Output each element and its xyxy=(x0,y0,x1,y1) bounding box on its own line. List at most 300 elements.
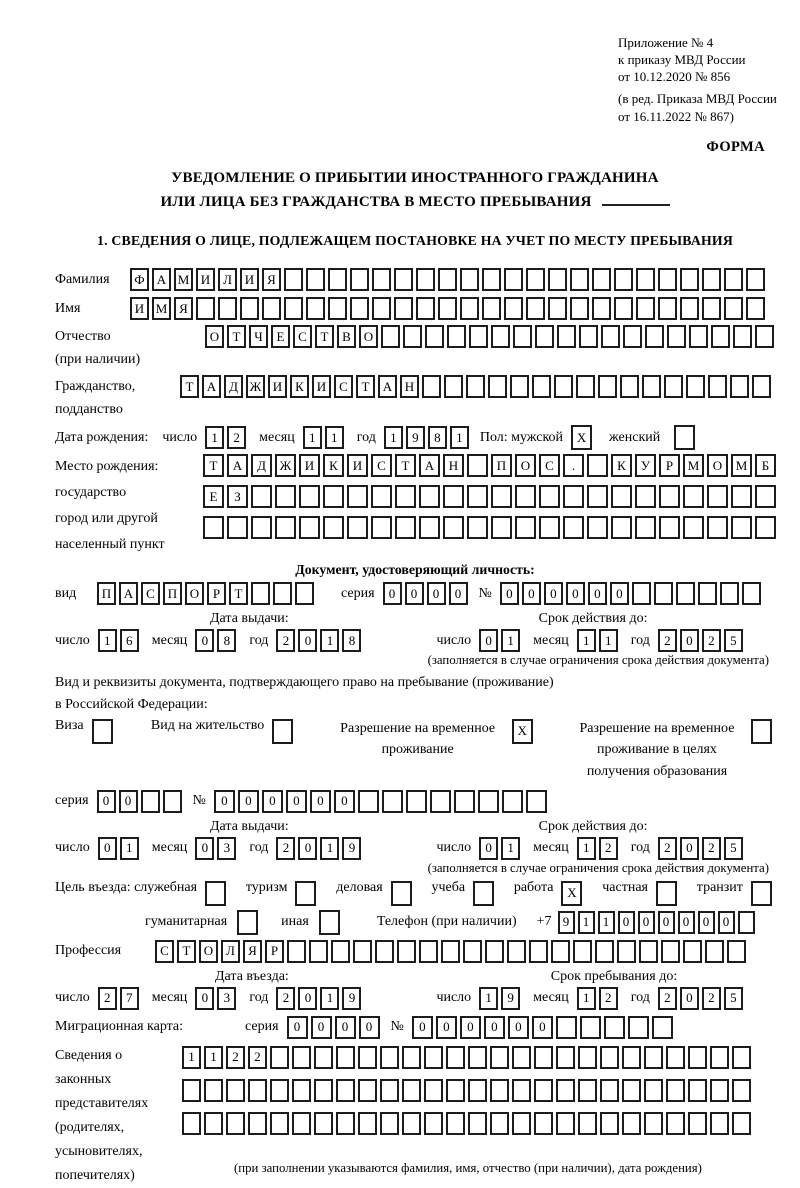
char-box[interactable] xyxy=(644,1112,663,1135)
char-box[interactable]: А xyxy=(378,375,397,398)
char-box[interactable]: 0 xyxy=(405,582,424,605)
char-box[interactable]: 1 xyxy=(320,837,339,860)
char-box[interactable]: 0 xyxy=(383,582,402,605)
char-box[interactable]: 1 xyxy=(303,426,322,449)
char-box[interactable] xyxy=(295,582,314,605)
char-box[interactable] xyxy=(732,1112,751,1135)
char-box[interactable]: 0 xyxy=(449,582,468,605)
char-box[interactable] xyxy=(416,268,435,291)
char-box[interactable] xyxy=(526,297,545,320)
char-box[interactable]: 0 xyxy=(334,790,355,813)
char-box[interactable] xyxy=(578,1079,597,1102)
char-box[interactable]: 0 xyxy=(698,911,715,934)
char-box[interactable] xyxy=(601,325,620,348)
char-box[interactable] xyxy=(689,325,708,348)
char-box[interactable]: А xyxy=(227,454,248,477)
char-box[interactable] xyxy=(443,485,464,508)
char-box[interactable] xyxy=(491,485,512,508)
char-box[interactable] xyxy=(196,297,215,320)
char-box[interactable] xyxy=(467,485,488,508)
char-box[interactable] xyxy=(727,940,746,963)
char-box[interactable] xyxy=(710,1112,729,1135)
char-box[interactable]: Ж xyxy=(275,454,296,477)
char-box[interactable]: М xyxy=(683,454,704,477)
char-box[interactable]: 8 xyxy=(342,629,361,652)
char-box[interactable] xyxy=(600,1079,619,1102)
char-box[interactable] xyxy=(535,325,554,348)
char-box[interactable]: 0 xyxy=(298,629,317,652)
char-box[interactable]: Т xyxy=(177,940,196,963)
char-box[interactable]: 2 xyxy=(248,1046,267,1069)
char-box[interactable] xyxy=(469,325,488,348)
char-box[interactable]: 1 xyxy=(205,426,224,449)
char-box[interactable] xyxy=(226,1079,245,1102)
char-box[interactable]: Н xyxy=(443,454,464,477)
char-box[interactable] xyxy=(680,297,699,320)
char-box[interactable] xyxy=(275,516,296,539)
char-box[interactable] xyxy=(707,516,728,539)
char-box[interactable]: Ч xyxy=(249,325,268,348)
char-box[interactable] xyxy=(347,516,368,539)
char-box[interactable] xyxy=(381,325,400,348)
char-box[interactable] xyxy=(512,1112,531,1135)
char-box[interactable] xyxy=(504,268,523,291)
char-box[interactable] xyxy=(611,485,632,508)
char-box[interactable] xyxy=(688,1079,707,1102)
char-box[interactable] xyxy=(251,516,272,539)
char-box[interactable] xyxy=(556,1046,575,1069)
char-box[interactable] xyxy=(372,297,391,320)
char-box[interactable] xyxy=(331,940,350,963)
char-box[interactable]: 0 xyxy=(311,1016,332,1039)
char-box[interactable] xyxy=(306,268,325,291)
char-box[interactable]: 0 xyxy=(532,1016,553,1039)
char-box[interactable]: 5 xyxy=(724,629,743,652)
char-box[interactable] xyxy=(738,911,755,934)
checkbox-cell[interactable] xyxy=(205,881,226,906)
char-box[interactable]: 0 xyxy=(508,1016,529,1039)
char-box[interactable] xyxy=(755,485,776,508)
char-box[interactable] xyxy=(466,375,485,398)
char-box[interactable] xyxy=(592,268,611,291)
char-box[interactable]: 1 xyxy=(577,987,596,1010)
checkbox-cell[interactable] xyxy=(295,881,316,906)
char-box[interactable]: Т xyxy=(356,375,375,398)
char-box[interactable]: П xyxy=(97,582,116,605)
char-box[interactable]: 0 xyxy=(286,790,307,813)
char-box[interactable]: Т xyxy=(395,454,416,477)
checkbox-cell[interactable] xyxy=(272,719,293,744)
char-box[interactable] xyxy=(724,268,743,291)
char-box[interactable] xyxy=(659,485,680,508)
char-box[interactable]: 0 xyxy=(298,987,317,1010)
char-box[interactable] xyxy=(275,485,296,508)
char-box[interactable] xyxy=(314,1046,333,1069)
char-box[interactable] xyxy=(395,516,416,539)
char-box[interactable] xyxy=(614,268,633,291)
char-box[interactable]: 0 xyxy=(195,837,214,860)
char-box[interactable] xyxy=(658,268,677,291)
char-box[interactable] xyxy=(380,1046,399,1069)
char-box[interactable] xyxy=(447,325,466,348)
char-box[interactable] xyxy=(686,375,705,398)
char-box[interactable] xyxy=(287,940,306,963)
char-box[interactable]: К xyxy=(290,375,309,398)
char-box[interactable] xyxy=(430,790,451,813)
char-box[interactable] xyxy=(350,297,369,320)
char-box[interactable]: 2 xyxy=(276,987,295,1010)
char-box[interactable] xyxy=(507,940,526,963)
char-box[interactable] xyxy=(444,375,463,398)
char-box[interactable] xyxy=(353,940,372,963)
char-box[interactable]: 2 xyxy=(702,629,721,652)
char-box[interactable] xyxy=(347,485,368,508)
char-box[interactable]: 2 xyxy=(599,987,618,1010)
char-box[interactable]: 0 xyxy=(610,582,629,605)
char-box[interactable] xyxy=(644,1046,663,1069)
char-box[interactable] xyxy=(446,1046,465,1069)
char-box[interactable] xyxy=(576,375,595,398)
char-box[interactable] xyxy=(504,297,523,320)
char-box[interactable] xyxy=(620,375,639,398)
char-box[interactable]: 1 xyxy=(577,629,596,652)
char-box[interactable]: . xyxy=(563,454,584,477)
char-box[interactable] xyxy=(467,454,488,477)
char-box[interactable] xyxy=(600,1112,619,1135)
char-box[interactable] xyxy=(688,1112,707,1135)
char-box[interactable]: О xyxy=(515,454,536,477)
char-box[interactable]: 9 xyxy=(342,837,361,860)
char-box[interactable] xyxy=(284,297,303,320)
char-box[interactable]: Я xyxy=(262,268,281,291)
char-box[interactable] xyxy=(336,1046,355,1069)
char-box[interactable] xyxy=(424,1079,443,1102)
checkbox-cell[interactable] xyxy=(473,881,494,906)
char-box[interactable] xyxy=(419,940,438,963)
char-box[interactable] xyxy=(218,297,237,320)
char-box[interactable] xyxy=(532,375,551,398)
char-box[interactable] xyxy=(416,297,435,320)
char-box[interactable]: А xyxy=(419,454,440,477)
char-box[interactable] xyxy=(587,516,608,539)
char-box[interactable]: 8 xyxy=(428,426,447,449)
char-box[interactable]: И xyxy=(130,297,149,320)
char-box[interactable]: 0 xyxy=(335,1016,356,1039)
char-box[interactable]: 0 xyxy=(119,790,138,813)
char-box[interactable] xyxy=(284,268,303,291)
char-box[interactable] xyxy=(683,485,704,508)
char-box[interactable]: 2 xyxy=(702,987,721,1010)
char-box[interactable]: 9 xyxy=(406,426,425,449)
char-box[interactable]: Н xyxy=(400,375,419,398)
checkbox-cell[interactable] xyxy=(92,719,113,744)
char-box[interactable]: 5 xyxy=(724,987,743,1010)
char-box[interactable]: Ж xyxy=(246,375,265,398)
char-box[interactable]: 0 xyxy=(522,582,541,605)
char-box[interactable]: 1 xyxy=(501,629,520,652)
char-box[interactable]: У xyxy=(635,454,656,477)
char-box[interactable] xyxy=(299,516,320,539)
char-box[interactable] xyxy=(534,1112,553,1135)
char-box[interactable] xyxy=(336,1079,355,1102)
char-box[interactable]: П xyxy=(163,582,182,605)
char-box[interactable] xyxy=(652,1016,673,1039)
checkbox-cell[interactable] xyxy=(391,881,412,906)
char-box[interactable] xyxy=(397,940,416,963)
char-box[interactable]: Д xyxy=(224,375,243,398)
char-box[interactable]: О xyxy=(359,325,378,348)
char-box[interactable] xyxy=(419,485,440,508)
char-box[interactable]: Д xyxy=(251,454,272,477)
char-box[interactable] xyxy=(314,1079,333,1102)
char-box[interactable]: С xyxy=(334,375,353,398)
char-box[interactable] xyxy=(563,485,584,508)
char-box[interactable] xyxy=(548,297,567,320)
char-box[interactable] xyxy=(515,485,536,508)
char-box[interactable]: Б xyxy=(755,454,776,477)
char-box[interactable] xyxy=(587,485,608,508)
char-box[interactable]: Т xyxy=(227,325,246,348)
char-box[interactable] xyxy=(204,1112,223,1135)
char-box[interactable] xyxy=(402,1046,421,1069)
char-box[interactable]: 1 xyxy=(599,629,618,652)
char-box[interactable] xyxy=(490,1046,509,1069)
char-box[interactable]: Е xyxy=(203,485,224,508)
char-box[interactable]: Т xyxy=(229,582,248,605)
char-box[interactable]: 0 xyxy=(680,837,699,860)
char-box[interactable]: М xyxy=(731,454,752,477)
char-box[interactable] xyxy=(425,325,444,348)
char-box[interactable] xyxy=(248,1112,267,1135)
char-box[interactable]: 1 xyxy=(479,987,498,1010)
char-box[interactable] xyxy=(733,325,752,348)
char-box[interactable] xyxy=(622,1112,641,1135)
char-box[interactable] xyxy=(292,1046,311,1069)
char-box[interactable] xyxy=(710,1046,729,1069)
char-box[interactable]: С xyxy=(141,582,160,605)
char-box[interactable] xyxy=(446,1079,465,1102)
char-box[interactable] xyxy=(732,1046,751,1069)
checkbox-cell[interactable] xyxy=(751,881,772,906)
char-box[interactable] xyxy=(491,516,512,539)
char-box[interactable] xyxy=(724,297,743,320)
char-box[interactable]: 1 xyxy=(325,426,344,449)
char-box[interactable] xyxy=(702,297,721,320)
char-box[interactable] xyxy=(510,375,529,398)
char-box[interactable] xyxy=(182,1112,201,1135)
char-box[interactable]: 0 xyxy=(195,629,214,652)
char-box[interactable]: 1 xyxy=(598,911,615,934)
char-box[interactable] xyxy=(403,325,422,348)
char-box[interactable] xyxy=(563,516,584,539)
char-box[interactable] xyxy=(534,1046,553,1069)
char-box[interactable] xyxy=(468,1112,487,1135)
char-box[interactable] xyxy=(755,516,776,539)
char-box[interactable]: И xyxy=(268,375,287,398)
char-box[interactable] xyxy=(394,297,413,320)
char-box[interactable]: 0 xyxy=(638,911,655,934)
char-box[interactable] xyxy=(382,790,403,813)
char-box[interactable]: 2 xyxy=(702,837,721,860)
char-box[interactable]: 0 xyxy=(97,790,116,813)
char-box[interactable]: 9 xyxy=(342,987,361,1010)
char-box[interactable]: И xyxy=(299,454,320,477)
char-box[interactable] xyxy=(711,325,730,348)
char-box[interactable] xyxy=(380,1079,399,1102)
char-box[interactable] xyxy=(667,325,686,348)
char-box[interactable]: 0 xyxy=(479,629,498,652)
char-box[interactable] xyxy=(529,940,548,963)
char-box[interactable] xyxy=(720,582,739,605)
char-box[interactable]: 0 xyxy=(500,582,519,605)
char-box[interactable]: Е xyxy=(271,325,290,348)
char-box[interactable] xyxy=(299,485,320,508)
char-box[interactable] xyxy=(323,516,344,539)
char-box[interactable]: 0 xyxy=(262,790,283,813)
char-box[interactable] xyxy=(262,297,281,320)
char-box[interactable] xyxy=(441,940,460,963)
char-box[interactable] xyxy=(573,940,592,963)
char-box[interactable]: Р xyxy=(207,582,226,605)
char-box[interactable] xyxy=(617,940,636,963)
char-box[interactable] xyxy=(240,297,259,320)
checkbox-cell[interactable] xyxy=(751,719,772,744)
char-box[interactable] xyxy=(622,1046,641,1069)
char-box[interactable] xyxy=(644,1079,663,1102)
char-box[interactable] xyxy=(570,297,589,320)
char-box[interactable] xyxy=(350,268,369,291)
char-box[interactable] xyxy=(539,516,560,539)
char-box[interactable] xyxy=(438,268,457,291)
char-box[interactable] xyxy=(460,268,479,291)
char-box[interactable]: 0 xyxy=(427,582,446,605)
checkbox-cell[interactable]: X xyxy=(571,425,592,450)
char-box[interactable]: 0 xyxy=(460,1016,481,1039)
char-box[interactable] xyxy=(424,1046,443,1069)
char-box[interactable]: Л xyxy=(218,268,237,291)
char-box[interactable] xyxy=(478,790,499,813)
char-box[interactable] xyxy=(680,268,699,291)
char-box[interactable]: О xyxy=(707,454,728,477)
char-box[interactable]: 1 xyxy=(577,837,596,860)
char-box[interactable] xyxy=(491,325,510,348)
char-box[interactable] xyxy=(702,268,721,291)
char-box[interactable] xyxy=(731,485,752,508)
char-box[interactable]: 2 xyxy=(276,837,295,860)
char-box[interactable] xyxy=(203,516,224,539)
char-box[interactable]: Ф xyxy=(130,268,149,291)
char-box[interactable]: 2 xyxy=(276,629,295,652)
char-box[interactable]: Т xyxy=(315,325,334,348)
char-box[interactable]: О xyxy=(185,582,204,605)
char-box[interactable]: 8 xyxy=(217,629,236,652)
char-box[interactable]: З xyxy=(227,485,248,508)
char-box[interactable] xyxy=(730,375,749,398)
char-box[interactable] xyxy=(622,1079,641,1102)
char-box[interactable] xyxy=(707,485,728,508)
char-box[interactable] xyxy=(676,582,695,605)
char-box[interactable]: 0 xyxy=(98,837,117,860)
char-box[interactable] xyxy=(710,1079,729,1102)
char-box[interactable] xyxy=(336,1112,355,1135)
char-box[interactable] xyxy=(659,516,680,539)
char-box[interactable] xyxy=(141,790,160,813)
char-box[interactable] xyxy=(554,375,573,398)
char-box[interactable] xyxy=(635,516,656,539)
char-box[interactable] xyxy=(661,940,680,963)
char-box[interactable] xyxy=(604,1016,625,1039)
char-box[interactable] xyxy=(226,1112,245,1135)
char-box[interactable] xyxy=(402,1112,421,1135)
char-box[interactable]: 6 xyxy=(120,629,139,652)
char-box[interactable] xyxy=(551,940,570,963)
char-box[interactable]: И xyxy=(347,454,368,477)
char-box[interactable] xyxy=(251,485,272,508)
char-box[interactable] xyxy=(556,1079,575,1102)
char-box[interactable] xyxy=(419,516,440,539)
char-box[interactable]: К xyxy=(611,454,632,477)
char-box[interactable] xyxy=(628,1016,649,1039)
char-box[interactable]: М xyxy=(152,297,171,320)
char-box[interactable] xyxy=(292,1079,311,1102)
char-box[interactable] xyxy=(755,325,774,348)
char-box[interactable] xyxy=(742,582,761,605)
char-box[interactable]: 0 xyxy=(678,911,695,934)
char-box[interactable]: 1 xyxy=(320,629,339,652)
char-box[interactable] xyxy=(482,268,501,291)
char-box[interactable] xyxy=(632,582,651,605)
char-box[interactable]: А xyxy=(152,268,171,291)
char-box[interactable]: 1 xyxy=(204,1046,223,1069)
char-box[interactable] xyxy=(746,297,765,320)
char-box[interactable]: 7 xyxy=(120,987,139,1010)
char-box[interactable]: Р xyxy=(659,454,680,477)
char-box[interactable]: 0 xyxy=(214,790,235,813)
char-box[interactable] xyxy=(485,940,504,963)
char-box[interactable] xyxy=(358,1079,377,1102)
char-box[interactable] xyxy=(580,1016,601,1039)
char-box[interactable] xyxy=(163,790,182,813)
char-box[interactable]: С xyxy=(539,454,560,477)
char-box[interactable] xyxy=(443,516,464,539)
char-box[interactable] xyxy=(557,325,576,348)
char-box[interactable] xyxy=(731,516,752,539)
char-box[interactable] xyxy=(328,297,347,320)
char-box[interactable] xyxy=(371,485,392,508)
char-box[interactable] xyxy=(592,297,611,320)
char-box[interactable] xyxy=(463,940,482,963)
char-box[interactable]: И xyxy=(240,268,259,291)
char-box[interactable] xyxy=(502,790,523,813)
char-box[interactable]: 0 xyxy=(479,837,498,860)
char-box[interactable] xyxy=(598,375,617,398)
char-box[interactable]: 0 xyxy=(680,629,699,652)
char-box[interactable] xyxy=(375,940,394,963)
char-box[interactable] xyxy=(273,582,292,605)
char-box[interactable]: 3 xyxy=(217,987,236,1010)
char-box[interactable] xyxy=(482,297,501,320)
char-box[interactable] xyxy=(406,790,427,813)
char-box[interactable] xyxy=(446,1112,465,1135)
char-box[interactable] xyxy=(424,1112,443,1135)
checkbox-cell[interactable]: X xyxy=(512,719,533,744)
char-box[interactable] xyxy=(270,1079,289,1102)
char-box[interactable]: О xyxy=(205,325,224,348)
char-box[interactable]: 1 xyxy=(182,1046,201,1069)
char-box[interactable]: О xyxy=(199,940,218,963)
char-box[interactable]: Т xyxy=(203,454,224,477)
char-box[interactable] xyxy=(460,297,479,320)
